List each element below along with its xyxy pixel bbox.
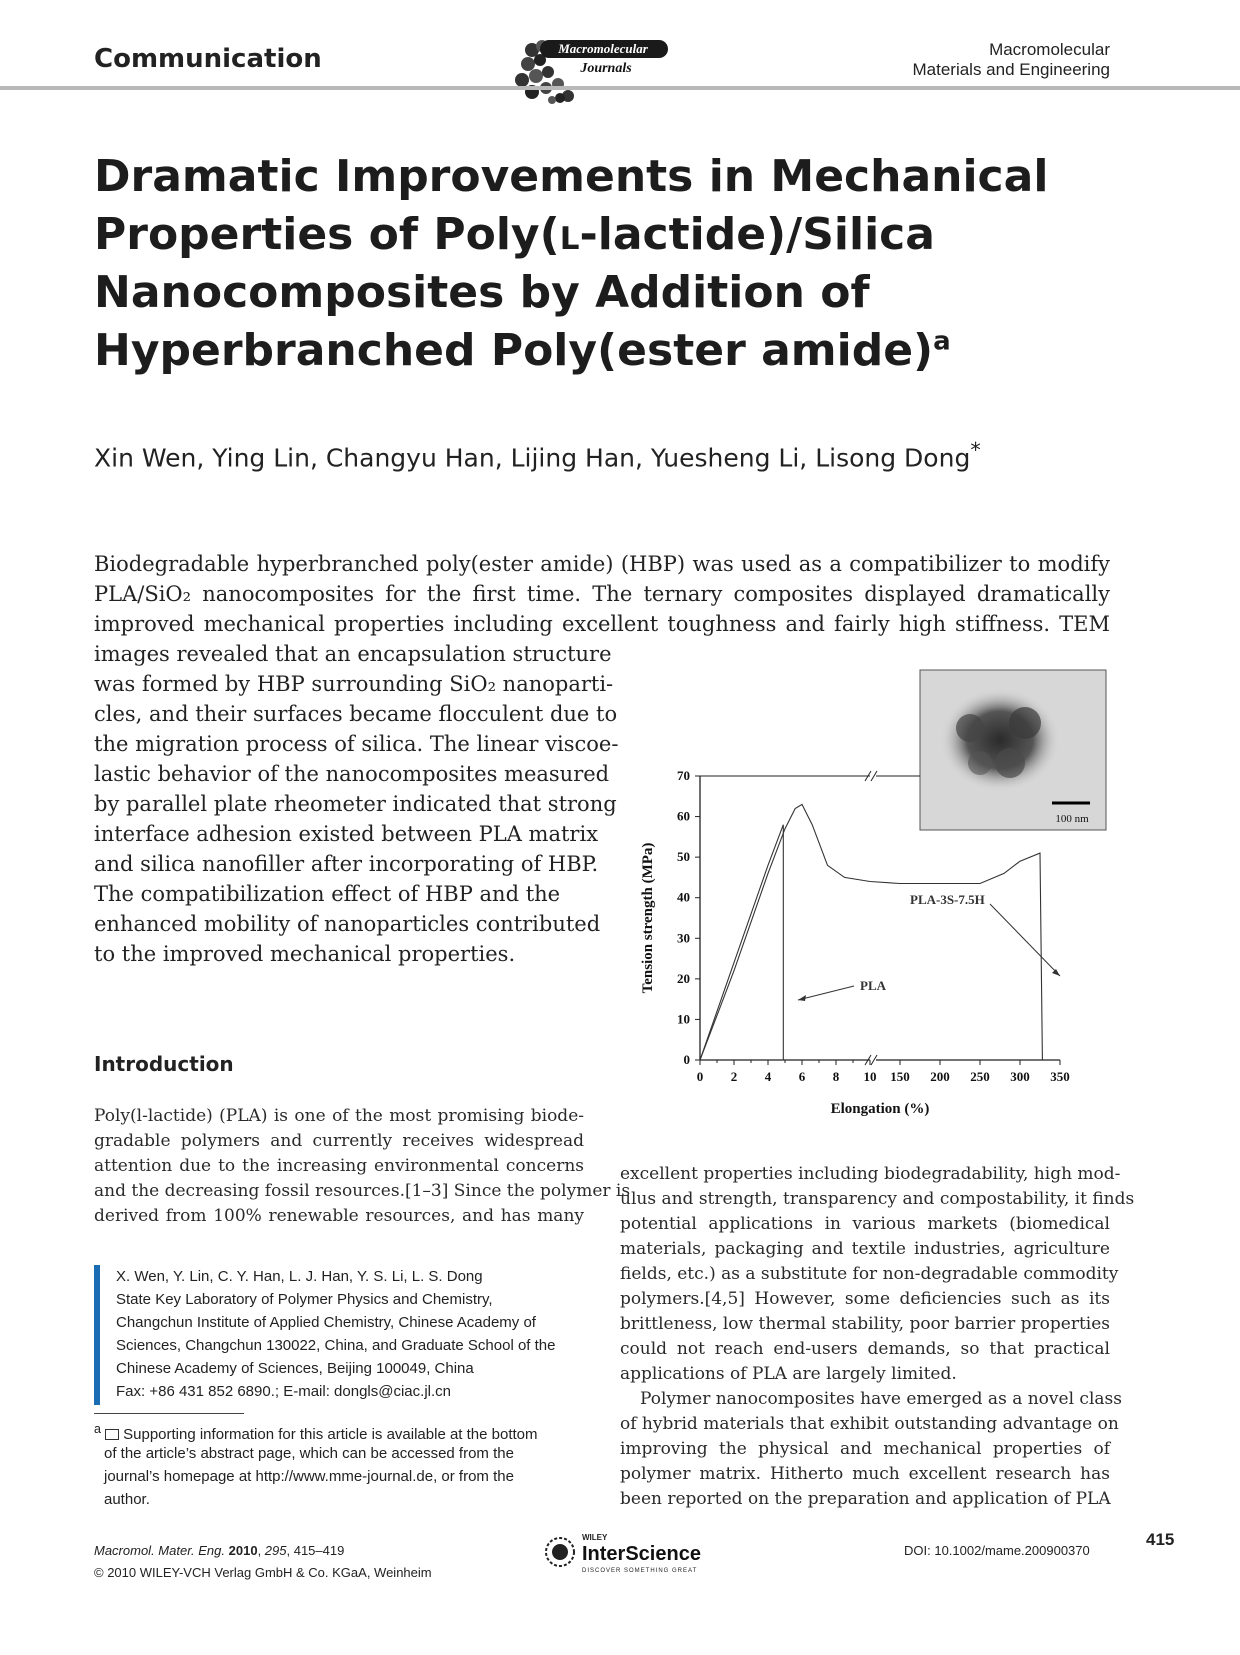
title-line-2b: -lactide)/Silica <box>579 209 935 260</box>
annotation-label-pla: PLA <box>860 978 886 993</box>
intro-line: potential applications in various markets (biomedical <box>620 1214 1110 1234</box>
page-number: 415 <box>1146 1530 1175 1549</box>
footnote-line: of the article’s abstract page, which can be accessed from the <box>104 1445 514 1462</box>
tem-inset <box>920 670 1106 830</box>
corresponding-mark: * <box>970 438 981 462</box>
author-list <box>94 438 981 472</box>
series-line-pla <box>700 825 783 1060</box>
journal-logo <box>510 36 700 106</box>
y-axis-label: Tension strength (MPa) <box>640 842 656 994</box>
footnote-line <box>94 1422 538 1443</box>
x-tick-label: 10 <box>863 1069 877 1084</box>
footnote-text: Supporting information for this article is available at the bottom <box>123 1426 538 1443</box>
section-label: Communication <box>94 44 322 74</box>
abstract-line: and silica nanofiller after incorporating of HBP. <box>94 852 599 876</box>
logo-text-1: Macromolecular <box>558 41 648 56</box>
abstract-line: lastic behavior of the nanocomposites measured <box>94 762 610 786</box>
journal-name-line1: Macromolecular <box>989 40 1110 59</box>
author-names: Xin Wen, Ying Lin, Changyu Han, Lijing Han, Yuesheng Li, Lisong Dong <box>94 443 971 473</box>
article-title <box>94 148 1054 380</box>
affiliation-line: Changchun Institute of Applied Chemistry, Chinese Academy of <box>116 1314 536 1331</box>
affiliation-line: Sciences, Changchun 130022, China, and Graduate School of the <box>116 1337 556 1354</box>
title-line-4-text: Hyperbranched Poly(ester amide) <box>94 325 934 376</box>
journal-name-line2: Materials and Engineering <box>912 60 1110 79</box>
annotation-arrow-hbp <box>990 904 1060 976</box>
x-tick-label: 200 <box>930 1069 950 1084</box>
affiliation-line: State Key Laboratory of Polymer Physics and Chemistry, <box>116 1291 493 1308</box>
footnote-rule <box>94 1413 244 1414</box>
publisher-small: WILEY <box>582 1533 608 1542</box>
intro-line: been reported on the preparation and application of PLA <box>620 1489 1111 1509</box>
x-tick-label: 2 <box>730 1069 738 1084</box>
x-tick-label: 6 <box>798 1069 806 1084</box>
intro-line: gradable polymers and currently receives widespread <box>94 1131 584 1151</box>
intro-line: excellent properties including biodegradability, high mod- <box>620 1164 1121 1184</box>
intro-line: ulus and strength, transparency and compostability, it finds <box>620 1189 1135 1209</box>
annotation-arrowhead-hbp <box>1052 969 1060 976</box>
affiliation-accent-bar <box>94 1265 100 1405</box>
title-line-2a: Properties of Poly( <box>94 209 560 260</box>
x-tick-label: 300 <box>1010 1069 1030 1084</box>
intro-line: Polymer nanocomposites have emerged as a novel class <box>640 1389 1122 1409</box>
citation-year: 2010 <box>228 1543 258 1558</box>
citation-volume: 295 <box>264 1543 287 1558</box>
publisher-name: InterScience <box>582 1543 701 1565</box>
abstract-line: cles, and their surfaces became flocculent due to <box>94 702 618 726</box>
y-tick-label: 0 <box>683 1052 690 1067</box>
publisher-tagline: DISCOVER SOMETHING GREAT <box>582 1568 698 1574</box>
footnote-line: journal’s homepage at http://www.mme-journal.de, or from the <box>104 1468 514 1485</box>
title-line-3: Nanocomposites by Addition of <box>94 267 870 318</box>
abstract-line: to the improved mechanical properties. <box>94 942 516 966</box>
abstract-line: the migration process of silica. The linear viscoe- <box>94 732 619 756</box>
intro-line: of hybrid materials that exhibit outstanding advantage on <box>620 1414 1119 1434</box>
logo-text-2: Journals <box>580 61 632 76</box>
affiliation-line: X. Wen, Y. Lin, C. Y. Han, L. J. Han, Y. S. Li, L. S. Dong <box>116 1268 483 1285</box>
x-tick-label: 8 <box>832 1069 840 1084</box>
affiliation-line: Chinese Academy of Sciences, Beijing 100049, China <box>116 1360 474 1377</box>
citation-journal: Macromol. Mater. Eng. <box>94 1543 226 1558</box>
scale-bar-label: 100 nm <box>1055 813 1089 825</box>
y-tick-label: 20 <box>677 970 690 986</box>
annotation-arrow-pla <box>798 986 854 1000</box>
monitor-icon <box>105 1429 119 1440</box>
citation-pages: , 415–419 <box>286 1543 345 1558</box>
intro-line: could not reach end-users demands, so that practical <box>620 1339 1110 1359</box>
x-tick-label: 350 <box>1050 1069 1070 1084</box>
y-tick-label: 50 <box>677 849 690 865</box>
abstract-line: interface adhesion existed between PLA matrix <box>94 822 599 846</box>
abstract-line: improved mechanical properties including excellent toughness and fairly high stiffness. TEM <box>94 612 1110 636</box>
annotation-label-hbp: PLA-3S-7.5H <box>910 892 985 907</box>
intro-line: fields, etc.) as a substitute for non-degradable commodity <box>620 1264 1119 1284</box>
footnote-mark: a <box>94 1422 101 1436</box>
affiliation-line: Fax: +86 431 852 6890.; E-mail: dongls@ciac.jl.cn <box>116 1383 451 1400</box>
intro-line: Poly(l-lactide) (PLA) is one of the most promising biode- <box>94 1106 584 1126</box>
x-axis-ticks <box>697 1060 1070 1084</box>
intro-line: polymers.[4,5] However, some deficiencies such as its <box>620 1289 1110 1309</box>
abstract-line: The compatibilization effect of HBP and the <box>94 882 561 906</box>
x-tick-label: 150 <box>890 1069 910 1084</box>
x-tick-label: 250 <box>970 1069 990 1084</box>
abstract-line: images revealed that an encapsulation structure <box>94 642 612 666</box>
y-axis-ticks <box>677 768 700 1067</box>
abstract-line: was formed by HBP surrounding SiO₂ nanoparti- <box>94 672 614 696</box>
series-line-pla-3s-7.5h <box>700 804 1042 1060</box>
header-rule <box>0 86 1240 90</box>
section-heading-introduction: Introduction <box>94 1052 234 1076</box>
y-tick-label: 70 <box>677 768 690 783</box>
intro-line: polymer matrix. Hitherto much excellent research has <box>620 1464 1110 1484</box>
abstract-line: PLA/SiO₂ nanocomposites for the first time. The ternary composites displayed dramatically <box>94 582 1110 606</box>
title-footnote-mark[interactable]: a <box>933 326 951 357</box>
y-tick-label: 30 <box>677 930 690 946</box>
title-line-1: Dramatic Improvements in Mechanical <box>94 151 1049 202</box>
abstract-line: enhanced mobility of nanoparticles contributed <box>94 912 601 936</box>
copyright: © 2010 WILEY-VCH Verlag GmbH & Co. KGaA, Weinheim <box>94 1565 432 1580</box>
y-tick-label: 60 <box>677 808 690 824</box>
annotation-arrowhead-pla <box>798 995 806 1001</box>
intro-line: applications of PLA are largely limited. <box>620 1364 957 1384</box>
journal-name <box>912 40 1110 80</box>
intro-line: brittleness, low thermal stability, poor barrier properties <box>620 1314 1110 1334</box>
x-tick-label: 4 <box>764 1069 772 1084</box>
intro-line: and the decreasing fossil resources.[1–3] Since the polymer is <box>94 1181 631 1201</box>
x-tick-label: 0 <box>696 1069 704 1084</box>
publisher-logo <box>540 1528 730 1580</box>
x-axis-label: Elongation (%) <box>830 1101 930 1117</box>
y-tick-label: 10 <box>677 1011 690 1027</box>
intro-line: improving the physical and mechanical properties of <box>620 1439 1110 1459</box>
title-line-2 <box>94 206 1054 264</box>
figure-graphical-abstract <box>620 668 1110 1128</box>
y-tick-label: 40 <box>677 889 690 905</box>
publisher-globe-icon <box>540 1528 730 1580</box>
intro-line: materials, packaging and textile industries, agriculture <box>620 1239 1110 1259</box>
footnote-line: author. <box>104 1491 150 1508</box>
intro-line: derived from 100% renewable resources, and has many <box>94 1206 584 1226</box>
doi: DOI: 10.1002/mame.200900370 <box>904 1543 1090 1558</box>
title-small-cap: l <box>559 209 580 260</box>
citation: Macromol. Mater. Eng. 2010, 295, 415–419 <box>94 1543 345 1558</box>
abstract-line: by parallel plate rheometer indicated that strong <box>94 792 617 816</box>
intro-line: attention due to the increasing environmental concerns <box>94 1156 584 1176</box>
abstract-line: Biodegradable hyperbranched poly(ester amide) (HBP) was used as a compatibilizer to modify <box>94 552 1110 576</box>
title-line-4 <box>94 322 1054 380</box>
